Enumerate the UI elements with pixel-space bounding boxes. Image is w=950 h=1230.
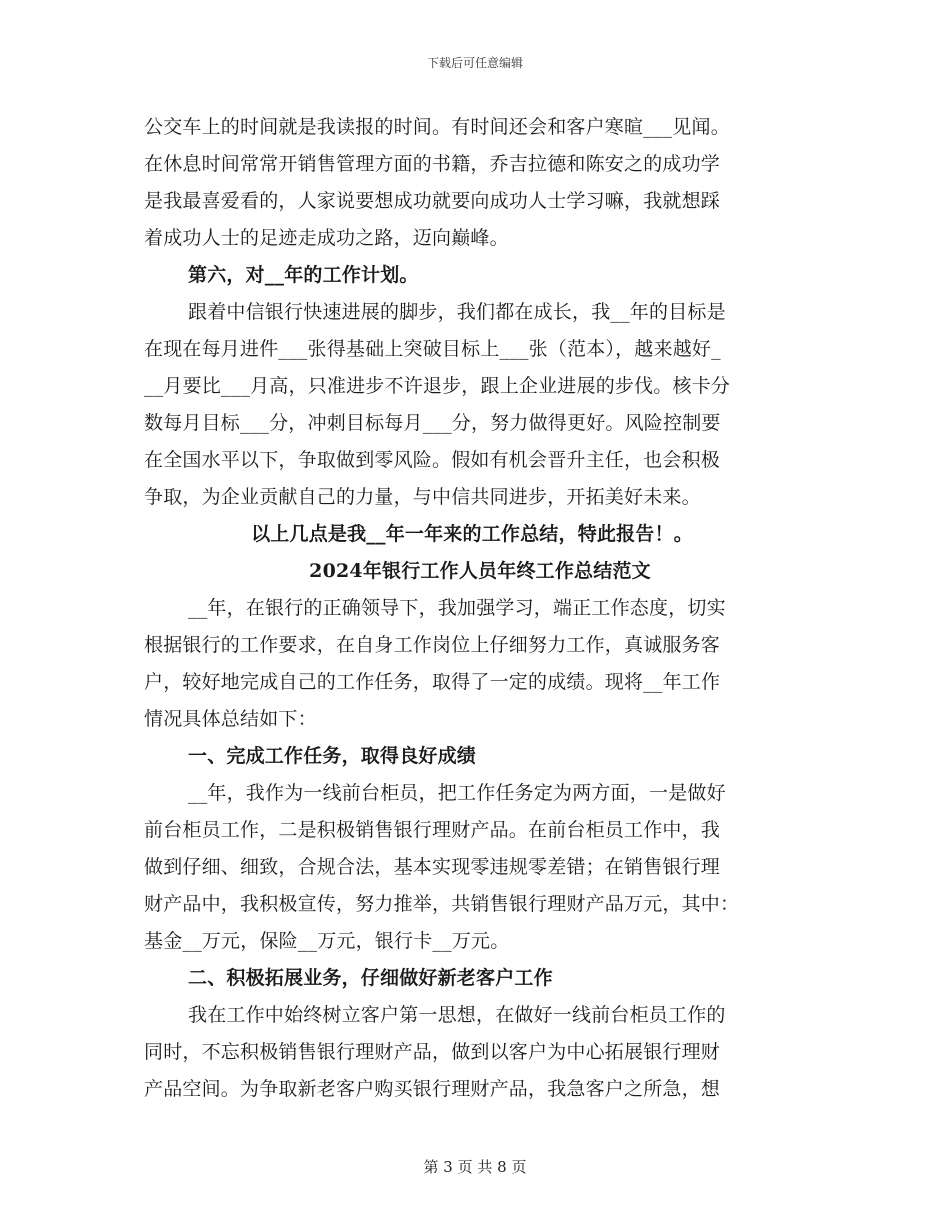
text-line: 同时，不忘积极销售银行理财产品，做到以客户为中心拓展银行理财 bbox=[144, 1041, 721, 1063]
text-line: 争取，为企业贡献自己的力量，与中信共同进步，开拓美好未来。 bbox=[144, 486, 701, 508]
text-line: 根据银行的工作要求，在自身工作岗位上仔细努力工作，真诚服务客 bbox=[144, 634, 721, 656]
text-line: 数每月目标___分，冲刺目标每月___分，努力做得更好。风险控制要 bbox=[144, 412, 721, 434]
section-heading: 二、积极拓展业务，仔细做好新老客户工作 bbox=[188, 967, 553, 989]
page-header: 下载后可任意编辑 bbox=[426, 56, 523, 70]
text-line: 基金__万元，保险__万元，银行卡__万元。 bbox=[144, 930, 510, 952]
text-line: 我在工作中始终树立客户第一思想，在做好一线前台柜员工作的 bbox=[188, 1004, 726, 1026]
document-title: 2024年银行工作人员年终工作总结范文 bbox=[309, 560, 651, 582]
text-line: 产品空间。为争取新老客户购买银行理财产品，我急客户之所急，想 bbox=[144, 1078, 721, 1100]
text-line: 着成功人士的足迹走成功之路，迈向巅峰。 bbox=[144, 227, 509, 249]
text-line: 户，较好地完成自己的工作任务，取得了一定的成绩。现将__年工作 bbox=[144, 671, 721, 693]
text-line: __月要比___月高，只准进步不许退步，跟上企业进展的步伐。核卡分 bbox=[144, 375, 731, 397]
section-heading: 第六，对__年的工作计划。 bbox=[188, 264, 419, 286]
text-line: 财产品中，我积极宣传，努力推举，共销售银行理财产品万元，其中： bbox=[144, 893, 740, 915]
page-footer: 第 3 页 共 8 页 bbox=[423, 1158, 527, 1176]
document-body bbox=[144, 109, 800, 1108]
text-line: 情况具体总结如下： bbox=[144, 708, 317, 730]
text-line: 在现在每月进件___张得基础上突破目标上___张（范本），越来越好_ bbox=[144, 338, 721, 360]
text-line: __年，我作为一线前台柜员，把工作任务定为两方面，一是做好 bbox=[188, 782, 726, 804]
text-line: 在休息时间常常开销售管理方面的书籍，乔吉拉德和陈安之的成功学 bbox=[144, 153, 721, 175]
text-line: __年，在银行的正确领导下，我加强学习，端正工作态度，切实 bbox=[188, 597, 726, 619]
text-line: 做到仔细、细致，合规合法，基本实现零违规零差错；在销售银行理 bbox=[144, 856, 721, 878]
text-line: 跟着中信银行快速进展的脚步，我们都在成长，我__年的目标是 bbox=[188, 301, 726, 323]
text-line: 前台柜员工作，二是积极销售银行理财产品。在前台柜员工作中，我 bbox=[144, 819, 721, 841]
closing-statement: 以上几点是我__年一年来的工作总结，特此报告！。 bbox=[251, 523, 693, 545]
text-line: 在全国水平以下，争取做到零风险。假如有机会晋升主任，也会积极 bbox=[144, 449, 721, 471]
text-line: 是我最喜爱看的，人家说要想成功就要向成功人士学习嘛，我就想踩 bbox=[144, 190, 721, 212]
section-heading: 一、完成工作任务，取得良好成绩 bbox=[188, 745, 477, 767]
text-line: 公交车上的时间就是我读报的时间。有时间还会和客户寒暄___见闻。 bbox=[144, 116, 730, 138]
